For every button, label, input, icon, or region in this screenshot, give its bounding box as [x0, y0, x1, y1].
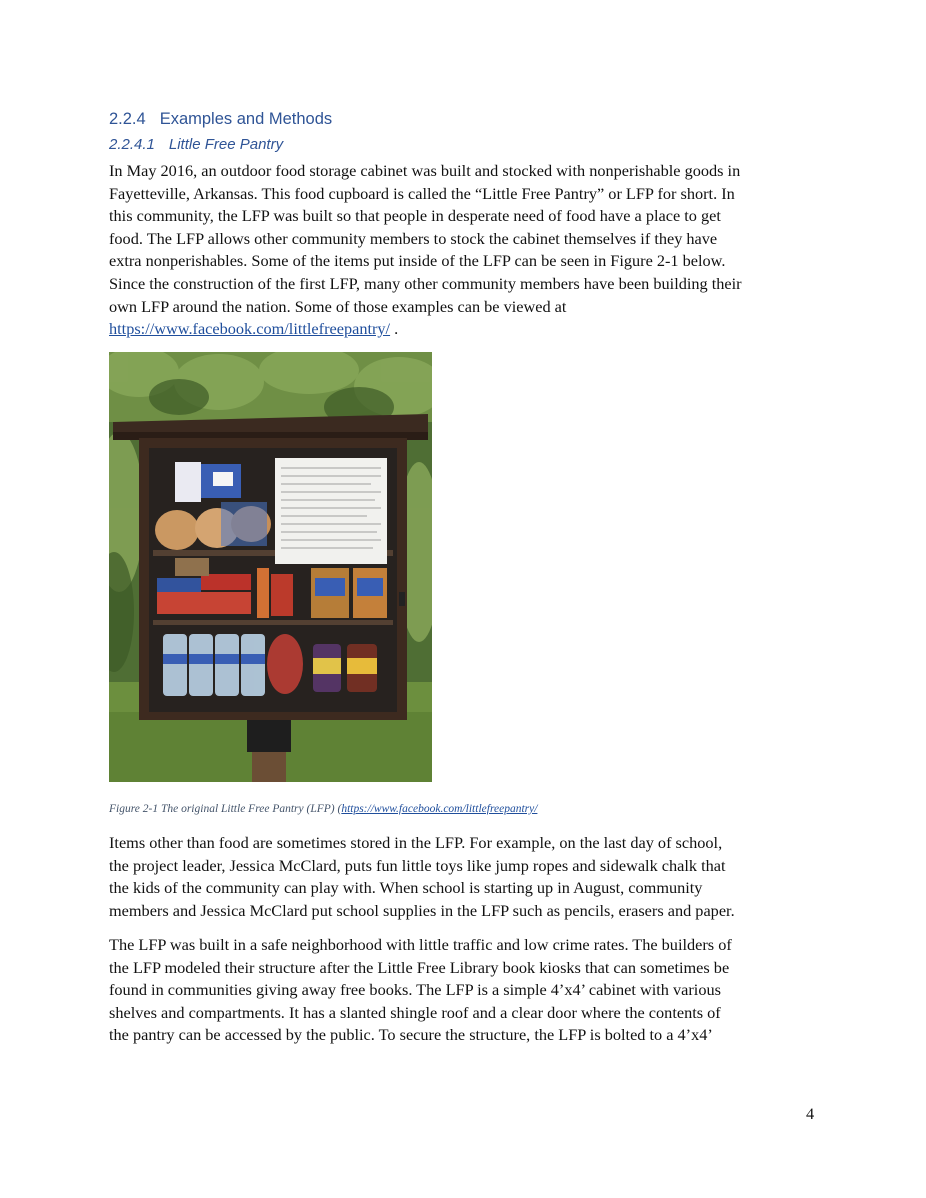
pantry-photo — [109, 352, 432, 782]
caption-link[interactable]: https://www.facebook.com/littlefreepantry/ — [341, 803, 538, 815]
text-line: the pantry can be accessed by the public. To secure the structure, the LFP is bolted to a 4’x4’ — [109, 1025, 713, 1045]
text-line: the project leader, Jessica McClard, puts fun little toys like jump ropes and sidewalk chalk that — [109, 855, 726, 875]
text-line: food. The LFP allows other community members to stock the cabinet themselves if they have — [109, 228, 718, 248]
facebook-link[interactable]: https://www.facebook.com/littlefreepantry/ — [109, 319, 391, 339]
paragraph-structure — [109, 934, 821, 1047]
text-line: own LFP around the nation. Some of those examples can be viewed at — [109, 296, 567, 316]
text-line: found in communities giving away free books. The LFP is a simple 4’x4’ cabinet with various — [109, 980, 721, 1000]
text-line: extra nonperishables. Some of the items put inside of the LFP can be seen in Figure 2-1 below. — [109, 251, 726, 271]
subsection-number: 2.2.4.1 — [109, 136, 155, 153]
figure-caption — [109, 803, 537, 815]
text-line: shelves and compartments. It has a slanted shingle roof and a clear door where the contents of — [109, 1002, 721, 1022]
text-line: In May 2016, an outdoor food storage cabinet was built and stocked with nonperishable goods in — [109, 161, 741, 180]
pantry-photo-illustration — [109, 352, 432, 782]
subsection-title: Little Free Pantry — [168, 136, 284, 153]
page-number: 4 — [806, 1104, 815, 1123]
text-line: the kids of the community can play with. When school is starting up in August, community — [109, 878, 703, 898]
text-line — [109, 318, 821, 341]
section-heading — [109, 110, 332, 129]
text-line: the LFP modeled their structure after the Little Free Library book kiosks that can sometimes be — [109, 957, 730, 977]
subsection-heading — [109, 136, 283, 153]
text-line: Fayetteville, Arkansas. This food cupboard is called the “Little Free Pantry” or LFP for short. In — [109, 183, 735, 203]
section-title: Examples and Methods — [159, 110, 333, 128]
paragraph-intro — [109, 160, 821, 341]
paragraph-items — [109, 832, 821, 922]
text-line: this community, the LFP was built so that people in desperate need of food have a place to get — [109, 206, 721, 226]
text-line: Since the construction of the first LFP, many other community members have been building their — [109, 273, 742, 293]
link-suffix: . — [390, 319, 399, 339]
text-line: The LFP was built in a safe neighborhood with little traffic and low crime rates. The builders of — [109, 935, 732, 954]
text-line: members and Jessica McClard put school supplies in the LFP such as pencils, erasers and paper. — [109, 900, 735, 920]
text-line: Items other than food are sometimes stored in the LFP. For example, on the last day of school, — [109, 833, 723, 852]
section-number: 2.2.4 — [109, 110, 146, 128]
caption-text: Figure 2-1 The original Little Free Pantry (LFP) ( — [109, 803, 342, 815]
